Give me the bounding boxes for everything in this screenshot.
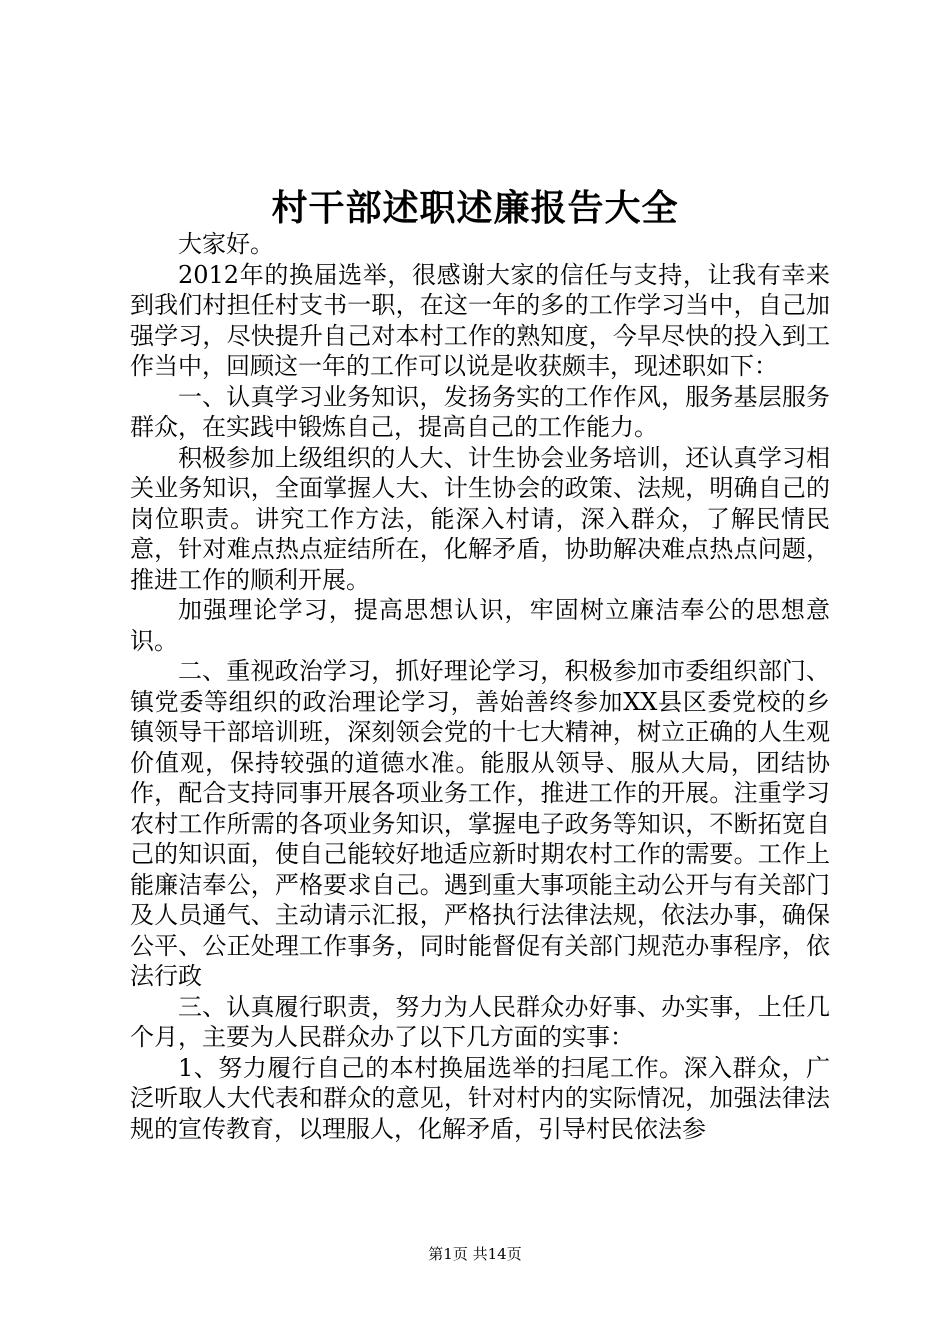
paragraph-section-3-heading: 三、认真履行职责，努力为人民群众办好事、办实事，上任几个月，主要为人民群众办了以下几方面的实事： [130, 992, 830, 1051]
paragraph-section-1-body: 积极参加上级组织的人大、计生协会业务培训，还认真学习相关业务知识，全面掌握人大、计生协会的政策、法规，明确自己的岗位职责。讲究工作方法，能深入村请，深入群众，了解民情民意，针对难点热点症结所在，化解矛盾，协助解决难点热点问题，推进工作的顺利开展。 [130, 443, 830, 594]
paragraph-section-1-heading: 一、认真学习业务知识，发扬务实的工作作风，服务基层服务群众，在实践中锻炼自己，提高自己的工作能力。 [130, 382, 830, 441]
paragraph-intro: 2012年的换届选举，很感谢大家的信任与支持，让我有幸来到我们村担任村支书一职，在这一年的多的工作学习当中，自己加强学习，尽快提升自己对本村工作的熟知度，今早尽快的投入到工作当中，回顾这一年的工作可以说是收获颇丰，现述职如下： [130, 260, 830, 380]
document-title: 村干部述职述廉报告大全 [271, 188, 679, 229]
document-body [130, 229, 830, 1144]
paragraph-theory-study: 加强理论学习，提高思想认识，牢固树立廉洁奉公的思想意识。 [130, 596, 830, 655]
paragraph-greeting: 大家好。 [178, 230, 274, 258]
paragraph-item-1: 1、努力履行自己的本村换届选举的扫尾工作。深入群众，广泛听取人大代表和群众的意见，针对村内的实际情况，加强法律法规的宣传教育，以理服人，化解矛盾，引导村民依法参 [130, 1053, 830, 1143]
paragraph-section-2: 二、重视政治学习，抓好理论学习，积极参加市委组织部门、镇党委等组织的政治理论学习，善始善终参加XX县区委党校的乡镇领导干部培训班，深刻领会党的十七大精神，树立正确的人生观价值观，保持较强的道德水准。能服从领导、服从大局，团结协作，配合支持同事开展各项业务工作，推进工作的开展。注重学习农村工作所需的各项业务知识，掌握电子政务等知识，不断拓宽自己的知识面，使自己能较好地适应新时期农村工作的需要。工作上能廉洁奉公，严格要求自己。遇到重大事项能主动公开与有关部门及人员通气、主动请示汇报，严格执行法律法规，依法办事，确保公平、公正处理工作事务，同时能督促有关部门规范办事程序，依法行政 [130, 657, 830, 990]
page-indicator: 第1页 共14页 [428, 1245, 522, 1263]
